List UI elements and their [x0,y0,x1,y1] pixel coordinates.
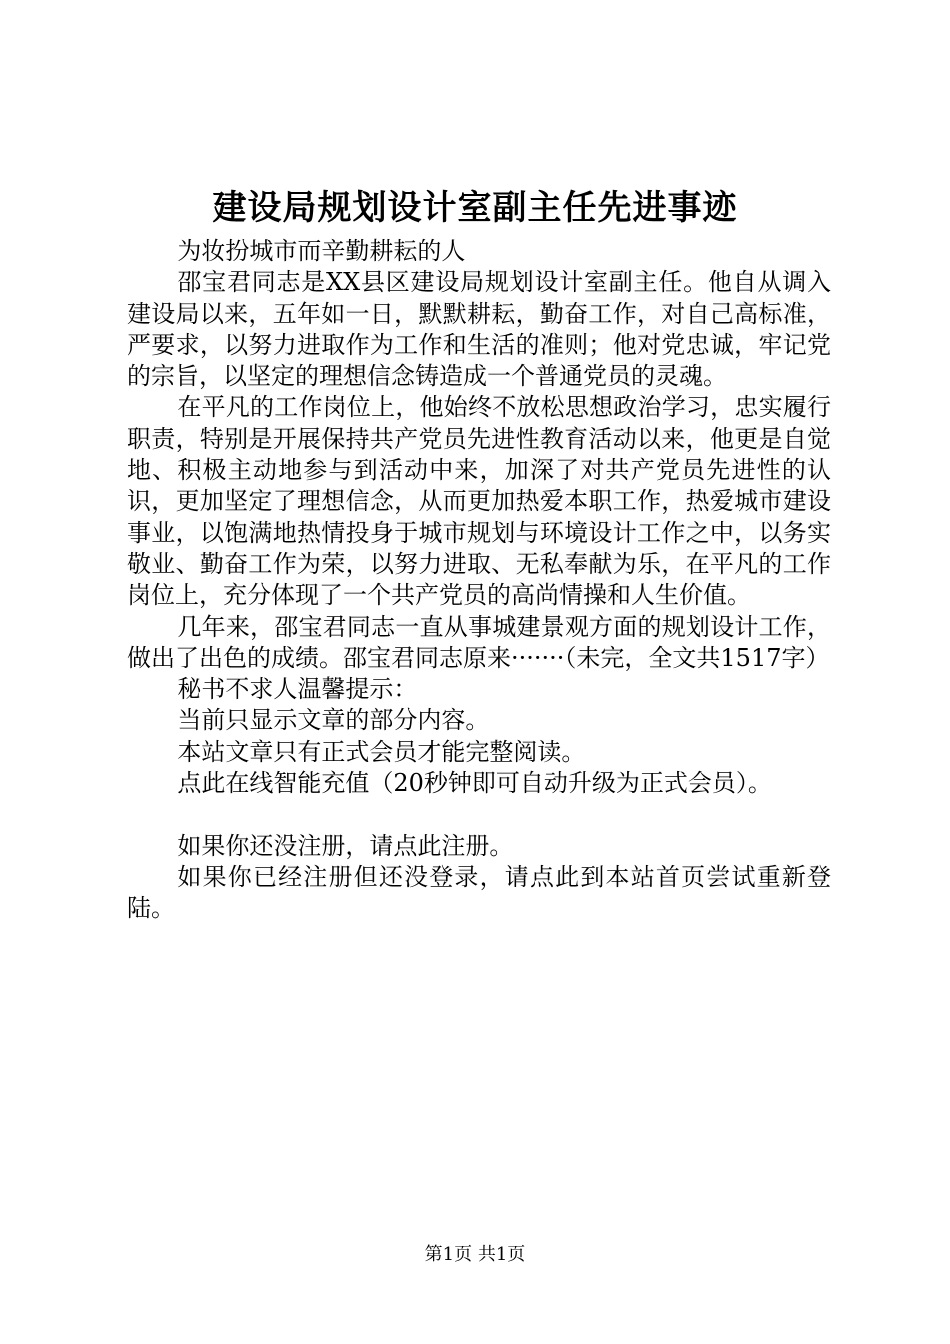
page-footer [0,1243,950,1267]
document-title: 建设局规划设计室副主任先进事迹 [212,188,738,228]
register-link[interactable]: 如果你还没注册，请点此注册。 [177,831,514,860]
subtitle-paragraph: 为妆扮城市而辛勤耕耘的人 [177,237,466,265]
login-link[interactable]: 如果你已经注册但还没登录，请点此到本站首页尝试重新登陆。 [127,862,831,923]
blank-line [127,799,831,830]
notice-heading: 秘书不求人温馨提示： [177,675,418,704]
notice-members-only: 本站文章只有正式会员才能完整阅读。 [177,737,586,766]
page-total: 共1页 [477,1244,526,1265]
work-paragraph: 在平凡的工作岗位上，他始终不放松思想政治学习，忠实履行职责，特别是开展保持共产党员先进性教育活动以来，他更是自觉地、积极主动地参与到活动中来，加深了对共产党员先进性的认识，更加坚定了理想信念，从而更加热爱本职工作，热爱城市建设事业，以饱满地热情投身于城市规划与环境设计工作之中，以务实敬业、勤奋工作为荣，以努力进取、无私奉献为乐，在平凡的工作岗位上，充分体现了一个共产党员的高尚情操和人生价值。 [127,393,831,610]
achievement-paragraph: 几年来，邵宝君同志一直从事城建景观方面的规划设计工作，做出了出色的成绩。邵宝君同志原来·······（未完，全文共1517字） [127,612,831,672]
document-body [127,236,831,925]
intro-paragraph: 邵宝君同志是XX县区建设局规划设计室副主任。他自从调入建设局以来，五年如一日，默默耕耘，勤奋工作，对自己高标准，严要求，以努力进取作为工作和生活的准则；他对党忠诚，牢记党的宗旨，以坚定的理想信念铸造成一个普通党员的灵魂。 [127,268,831,391]
page-number: 第1页 [424,1244,473,1265]
recharge-link[interactable]: 点此在线智能充值（20秒钟即可自动升级为正式会员）。 [177,769,772,798]
notice-partial-content: 当前只显示文章的部分内容。 [177,706,490,735]
